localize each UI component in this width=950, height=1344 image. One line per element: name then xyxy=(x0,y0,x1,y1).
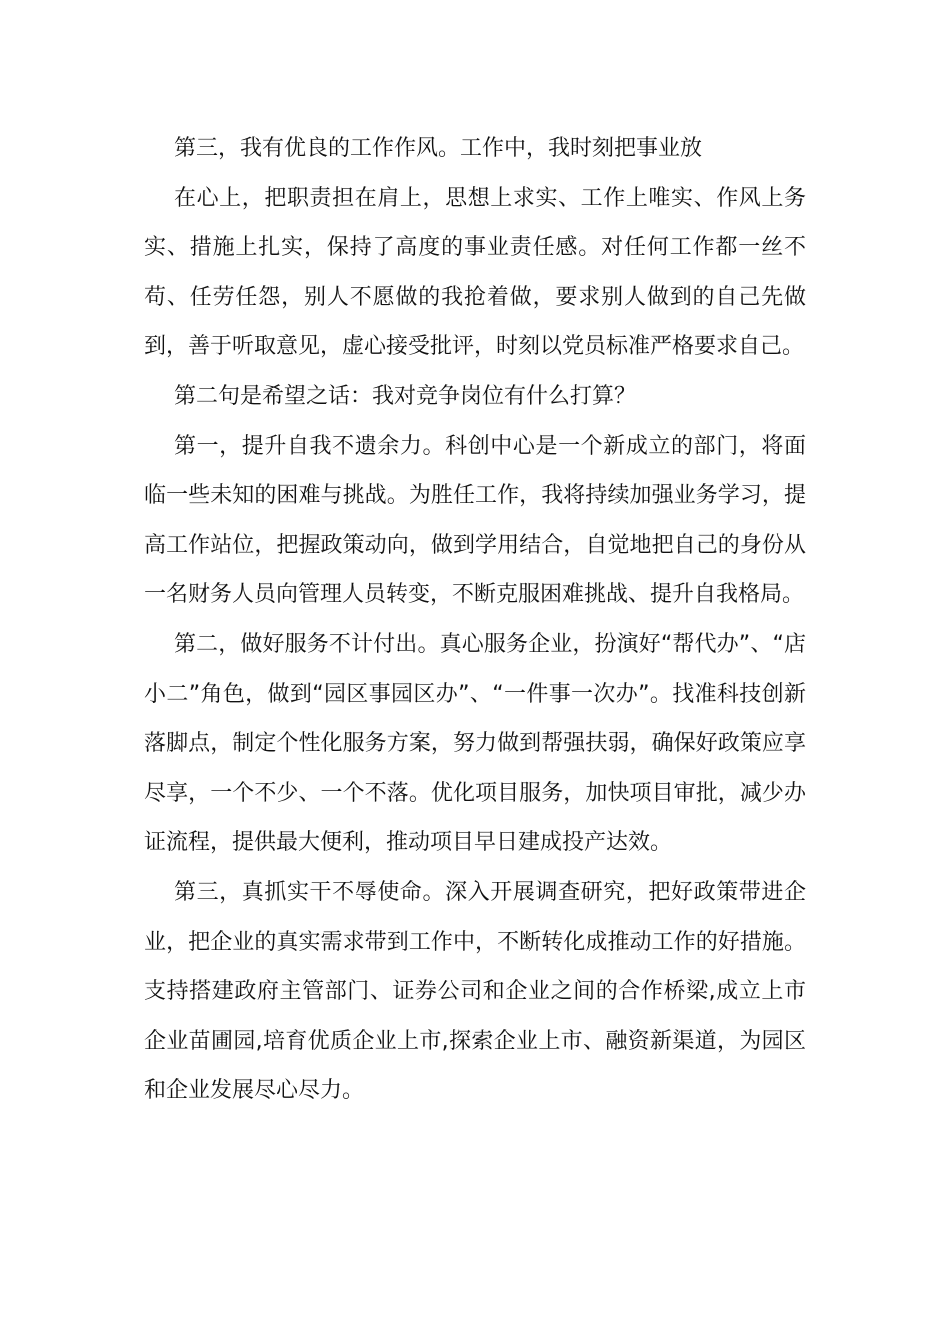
paragraph-service: 第二，做好服务不计付出。真心服务企业，扮演好“帮代办”、“店小二”角色，做到“园区事园区办”、“一件事一次办”。找准科技创新落脚点，制定个性化服务方案，努力做到帮强扶弱，确保好政策应享尽享，一个不少、一个不落。优化项目服务，加快项目审批，减少办证流程，提供最大便利，推动项目早日建成投产达效。 xyxy=(144,631,806,856)
paragraph-self-improvement: 第一，提升自我不遗余力。科创中心是一个新成立的部门，将面临一些未知的困难与挑战。为胜任工作，我将持续加强业务学习，提高工作站位，把握政策动向，做到学用结合，自觉地把自己的身份从一名财务人员向管理人员转变，不断克服困难挑战、提升自我格局。 xyxy=(144,433,806,608)
document-body xyxy=(144,124,806,1116)
paragraph-work-style: 第三，我有优良的工作作风。工作中，我时刻把事业放 xyxy=(174,136,703,161)
paragraph-hope-heading: 第二句是希望之话：我对竞争岗位有什么打算？ xyxy=(174,383,637,409)
paragraph-mission: 第三，真抓实干不辱使命。深入开展调查研究，把好政策带进企业，把企业的真实需求带到工作中，不断转化成推动工作的好措施。支持搭建政府主管部门、证券公司和企业之间的合作桥梁,成立上市企业苗圃园,培育优质企业上市,探索企业上市、融资新渠道，为园区和企业发展尽心尽力。 xyxy=(144,879,806,1104)
paragraph-responsibility: 在心上，把职责担在肩上，思想上求实、工作上唯实、作风上务实、措施上扎实，保持了高度的事业责任感。对任何工作都一丝不苟、任劳任怨，别人不愿做的我抢着做，要求别人做到的自己先做到，善于听取意见，虚心接受批评，时刻以党员标准严格要求自己。 xyxy=(144,185,806,360)
